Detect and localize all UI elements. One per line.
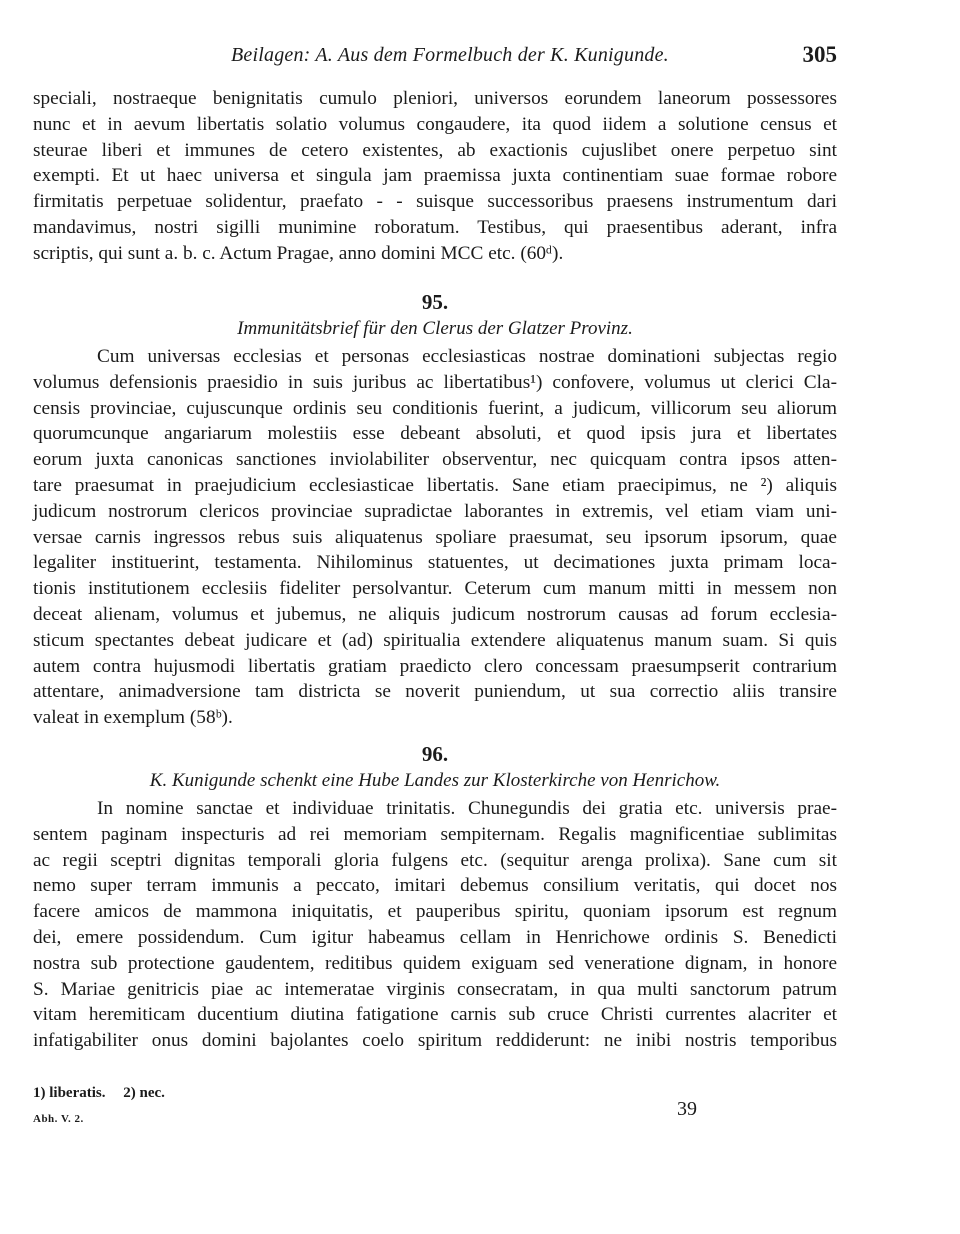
section-95-body xyxy=(33,344,837,731)
text-line: scriptis, qui sunt a. b. c. Actum Pragae, anno domini MCC etc. (60ᵈ). xyxy=(33,242,564,264)
intro-paragraph xyxy=(33,86,837,267)
footnotes xyxy=(33,1085,179,1102)
text-line: mandavimus, nostri sigilli munimine roboratum. Testibus, qui praesentibus aderant, infra xyxy=(33,216,837,238)
section-95-number: 95. xyxy=(421,290,449,314)
text-line: valeat in exemplum (58ᵇ). xyxy=(33,707,233,729)
sheet-signature: Abh. V. 2. xyxy=(33,1113,84,1125)
footnote-2: 2) nec. xyxy=(123,1085,165,1101)
text-line: firmitatis perpetuae solidentur, praefato - - suisque successoribus praesens instrumentum dari xyxy=(33,191,837,213)
section-96-number: 96. xyxy=(421,742,449,766)
text-line: judicum nostrorum clericos provinciae supradictae laborantes in extremis, vel etiam viam uni- xyxy=(33,500,837,522)
text-line: steurae liberi et immunes de cetero existentes, ab exactionis cujuslibet onere perpetuo sint xyxy=(33,139,837,161)
text-line: vitam heremiticam ducentium diutina fatigatione carnis sub cruce Christi currentes alacriter et xyxy=(33,1004,837,1026)
section-95-title: Immunitätsbrief für den Clerus der Glatzer Provinz. xyxy=(237,318,633,339)
text-line: volumus defensionis praesidio in suis juribus ac libertatibus¹) confovere, volumus ut clerici Cla- xyxy=(33,371,837,393)
section-96-body xyxy=(33,796,837,1054)
text-line: facere amicos de mammona iniquitatis, et pauperibus spiritu, quoniam ipsorum est regnum xyxy=(33,901,837,923)
text-line: Cum universas ecclesias et personas ecclesiasticas nostrae dominationi subjectas regio xyxy=(97,346,837,367)
text-line: tionis institutionem ecclesiis fideliter persolvantur. Ceterum cum manum mitti in messem non xyxy=(33,578,837,600)
text-line: ac regii sceptri dignitas temporali gloria fulgens etc. (sequitur arenga prolixa). Sane cum sit xyxy=(33,849,837,871)
text-line: attentare, animadversione tam districta se noverit puniendum, ut sua correctio aliis transire xyxy=(33,681,837,703)
text-line: sticum spectantes debeat judicare et (ad) spiritualia extendere aliquatenus manum suam. Si quis xyxy=(33,629,837,651)
text-line: autem contra hujusmodi libertatis gratiam praedicto clero concessam praesumpserit contrarium xyxy=(33,655,837,677)
text-line: quorumcunque angariarum molestiis esse debeant absoluti, et quod ipsis jura et libertates xyxy=(33,423,837,445)
text-line: exempti. Et ut haec universa et singula jam praemissa juxta continentiam suae formae robore xyxy=(33,165,837,187)
section-96-title: K. Kunigunde schenkt eine Hube Landes zur Klosterkirche von Henrichow. xyxy=(149,770,721,791)
text-line: eorum juxta canonicas sanctiones inviolabiliter observentur, nec quicquam contra ipsos atten- xyxy=(33,449,837,471)
text-line: speciali, nostraeque benignitatis cumulo pleniori, universos eorundem laneorum possessores xyxy=(33,88,837,109)
text-line: infatigabiliter onus domini bajolantes coelo spiritum reddiderunt: ne inibi nostris temporibus xyxy=(33,1030,837,1052)
sheet-number: 39 xyxy=(677,1098,697,1120)
page-number: 305 xyxy=(802,42,837,67)
text-line: S. Mariae genitricis piae ac intemeratae virginis consecratam, in qua multi sanctorum patrum xyxy=(33,978,837,1000)
text-line: sentem paginam inspecturis ad rei memoriam sempiternam. Regalis magnificentiae sublimitas xyxy=(33,823,837,845)
footnote-1: 1) liberatis. xyxy=(33,1085,106,1101)
text-line: nostra sub protectione gaudentem, reditibus quidem exiguam sed veneratione dignam, in honore xyxy=(33,952,837,974)
text-line: legaliter instituerint, testamenta. Nihilominus statuentes, ut decimationes juxta primam loca- xyxy=(33,552,837,574)
text-line: nunc et in aevum libertatis solatio volumus congaudere, ita quod iidem a solutione census et xyxy=(33,113,837,135)
text-line: censis provinciae, cujuscunque ordinis seu conditionis fuerint, a judicum, villicorum seu aliorum xyxy=(33,397,837,419)
text-line: dei, emere possidendum. Cum igitur habeamus cellam in Henrichowe ordinis S. Benedicti xyxy=(33,926,837,948)
running-title: Beilagen: A. Aus dem Formelbuch der K. Kunigunde. xyxy=(231,44,669,66)
text-line: tare praesumat in praejudicium ecclesiasticae libertatis. Sane etiam praecipimus, ne ²) aliquis xyxy=(33,474,837,496)
text-line: nemo super terram immunis a peccato, imitari debemus consilium veritatis, qui docet nos xyxy=(33,875,837,897)
page-header xyxy=(33,44,837,74)
text-line: versae carnis ingressos rebus suis aliquatenus spoliare praesumat, seu ipsorum ipsorum, quae xyxy=(33,526,837,548)
text-line: In nomine sanctae et individuae trinitatis. Chunegundis dei gratia etc. universis prae- xyxy=(97,798,837,819)
text-line: deceat alienam, volumus et jubemus, ne aliquis judicum nostrorum causas ad forum ecclesia- xyxy=(33,603,837,625)
